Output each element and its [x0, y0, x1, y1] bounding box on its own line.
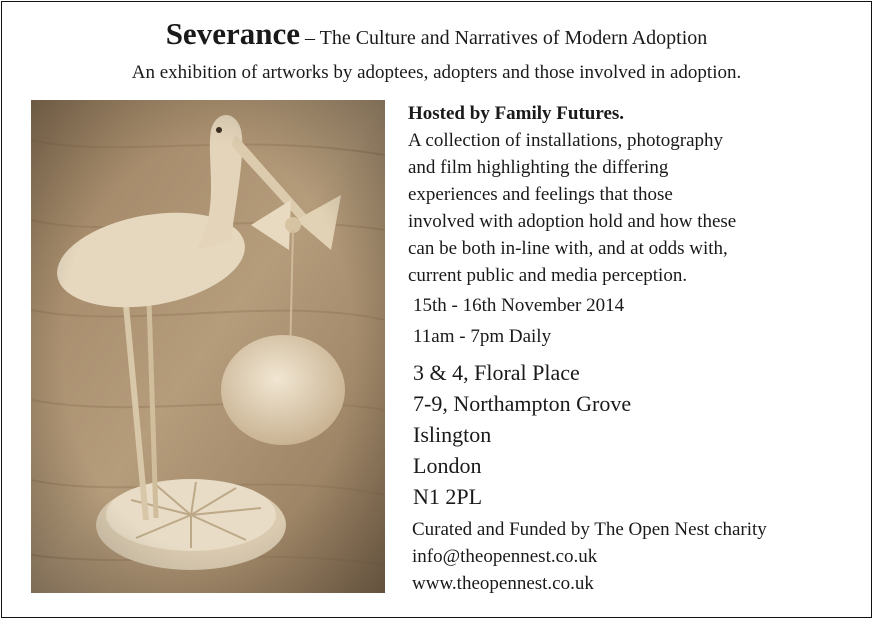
address-line: N1 2PL [413, 484, 483, 509]
curator-credit: Curated and Funded by The Open Nest charity [412, 519, 767, 540]
description-line: can be both in-line with, and at odds with, [408, 238, 728, 259]
website-link[interactable]: www.theopennest.co.uk [412, 573, 594, 594]
exhibition-subtitle: An exhibition of artworks by adoptees, adopters and those involved in adoption. [131, 62, 742, 83]
exhibition-dates: 15th - 16th November 2014 [413, 295, 625, 316]
description-line: A collection of installations, photography [408, 130, 724, 151]
stork-photo [31, 100, 385, 593]
credits [412, 516, 858, 597]
address-line: 3 & 4, Floral Place [413, 360, 580, 385]
contact-email[interactable]: info@theopennest.co.uk [412, 546, 598, 567]
description-line: and film highlighting the differing [408, 157, 669, 178]
address-line: 7-9, Northampton Grove [413, 391, 632, 416]
title-line [2, 16, 871, 52]
exhibition-title: Severance [165, 16, 300, 51]
exhibition-card [1, 1, 872, 618]
address-line: Islington [413, 422, 492, 447]
address-line: London [413, 453, 482, 478]
description-line: experiences and feelings that those [408, 184, 673, 205]
host-text: Hosted by Family Futures. [408, 103, 625, 124]
opening-hours: 11am - 7pm Daily [413, 326, 552, 347]
description-line: current public and media perception. [408, 265, 688, 286]
description-line: involved with adoption hold and how these [408, 211, 737, 232]
stork-figurine-image [31, 100, 385, 593]
info-panel [408, 100, 858, 597]
address [413, 357, 858, 512]
description [408, 127, 858, 289]
exhibition-title-rest: – The Culture and Narratives of Modern Adoption [299, 27, 708, 49]
